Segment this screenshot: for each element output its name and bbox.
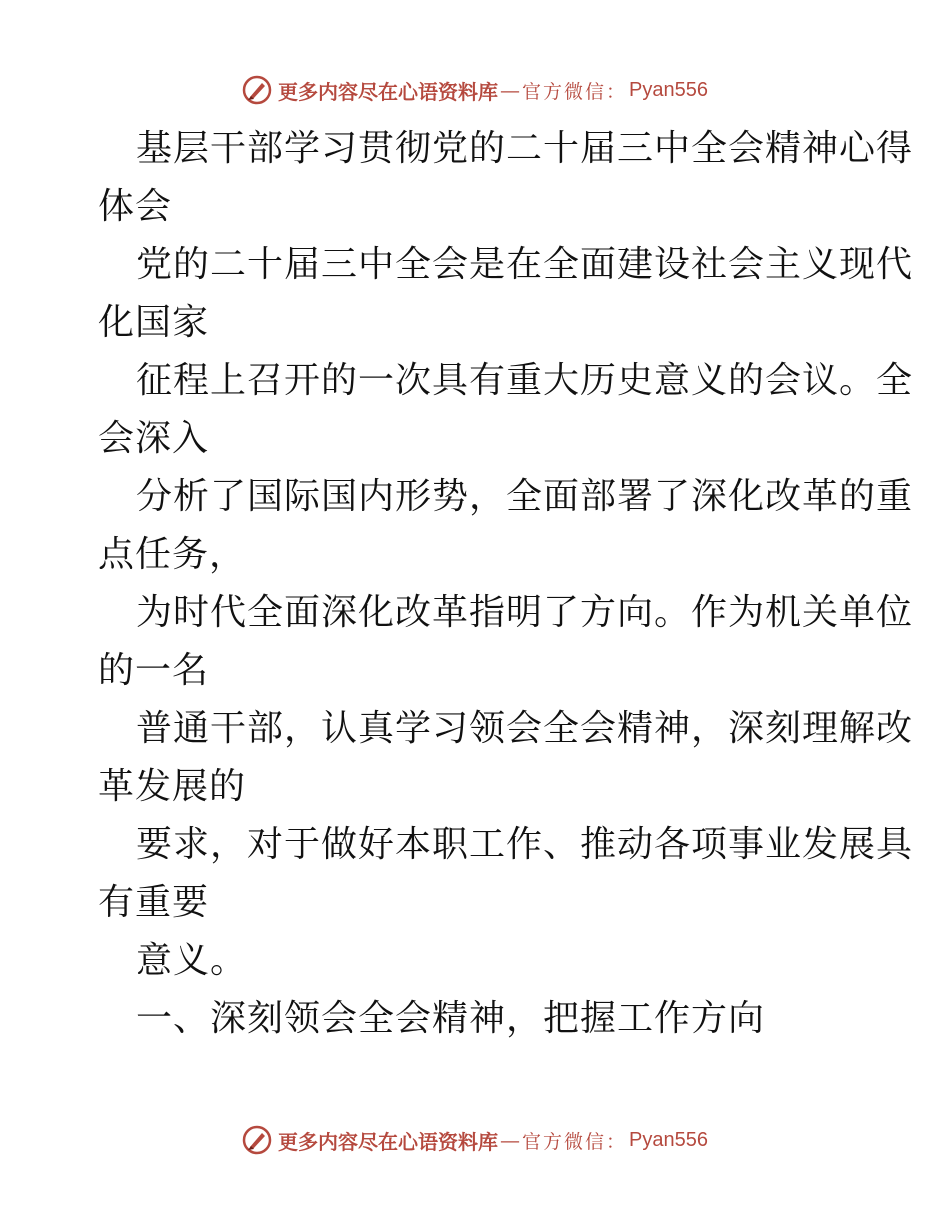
doc-paragraph-line: 征程上召开的一次具有重大历史意义的会议。全	[136, 360, 914, 401]
doc-paragraph-line: 为时代全面深化改革指明了方向。作为机关单位	[136, 592, 914, 633]
header-watermark	[0, 70, 950, 110]
watermark-dash: —	[500, 1128, 520, 1152]
watermark-site-text: 更多内容尽在心语资料库	[278, 79, 498, 104]
doc-paragraph-line: 普通干部，认真学习领会全会精神，深刻理解改	[136, 708, 914, 749]
doc-paragraph-line: 要求，对于做好本职工作、推动各项事业发展具	[136, 824, 914, 865]
watermark-official-label: 官方微信：	[522, 80, 628, 103]
pen-logo-icon	[242, 75, 272, 105]
doc-section-heading: 一、深刻领会全会精神，把握工作方向	[136, 998, 766, 1039]
doc-paragraph-line: 化国家	[98, 302, 210, 343]
pen-logo-icon	[242, 1125, 272, 1155]
footer-watermark	[0, 1120, 950, 1160]
doc-paragraph-line: 分析了国际国内形势，全面部署了深化改革的重	[136, 476, 914, 517]
watermark-site-text: 更多内容尽在心语资料库	[278, 1129, 498, 1154]
doc-paragraph-line: 革发展的	[98, 766, 247, 807]
doc-paragraph-line: 党的二十届三中全会是在全面建设社会主义现代	[136, 244, 914, 285]
doc-title-line-1: 基层干部学习贯彻党的二十届三中全会精神心得	[136, 128, 914, 169]
document-body	[98, 120, 914, 1048]
watermark-wechat-id: Pyan556	[629, 1128, 708, 1151]
watermark-official-label: 官方微信：	[522, 1130, 628, 1153]
watermark-wechat-id: Pyan556	[629, 78, 708, 101]
doc-paragraph-line: 意义。	[136, 940, 248, 981]
doc-paragraph-line: 的一名	[98, 650, 210, 691]
doc-title-line-2: 体会	[98, 186, 173, 227]
doc-paragraph-line: 有重要	[98, 882, 210, 923]
watermark-dash: —	[500, 78, 520, 102]
doc-paragraph-line: 点任务，	[98, 534, 247, 575]
doc-paragraph-line: 会深入	[98, 418, 210, 459]
